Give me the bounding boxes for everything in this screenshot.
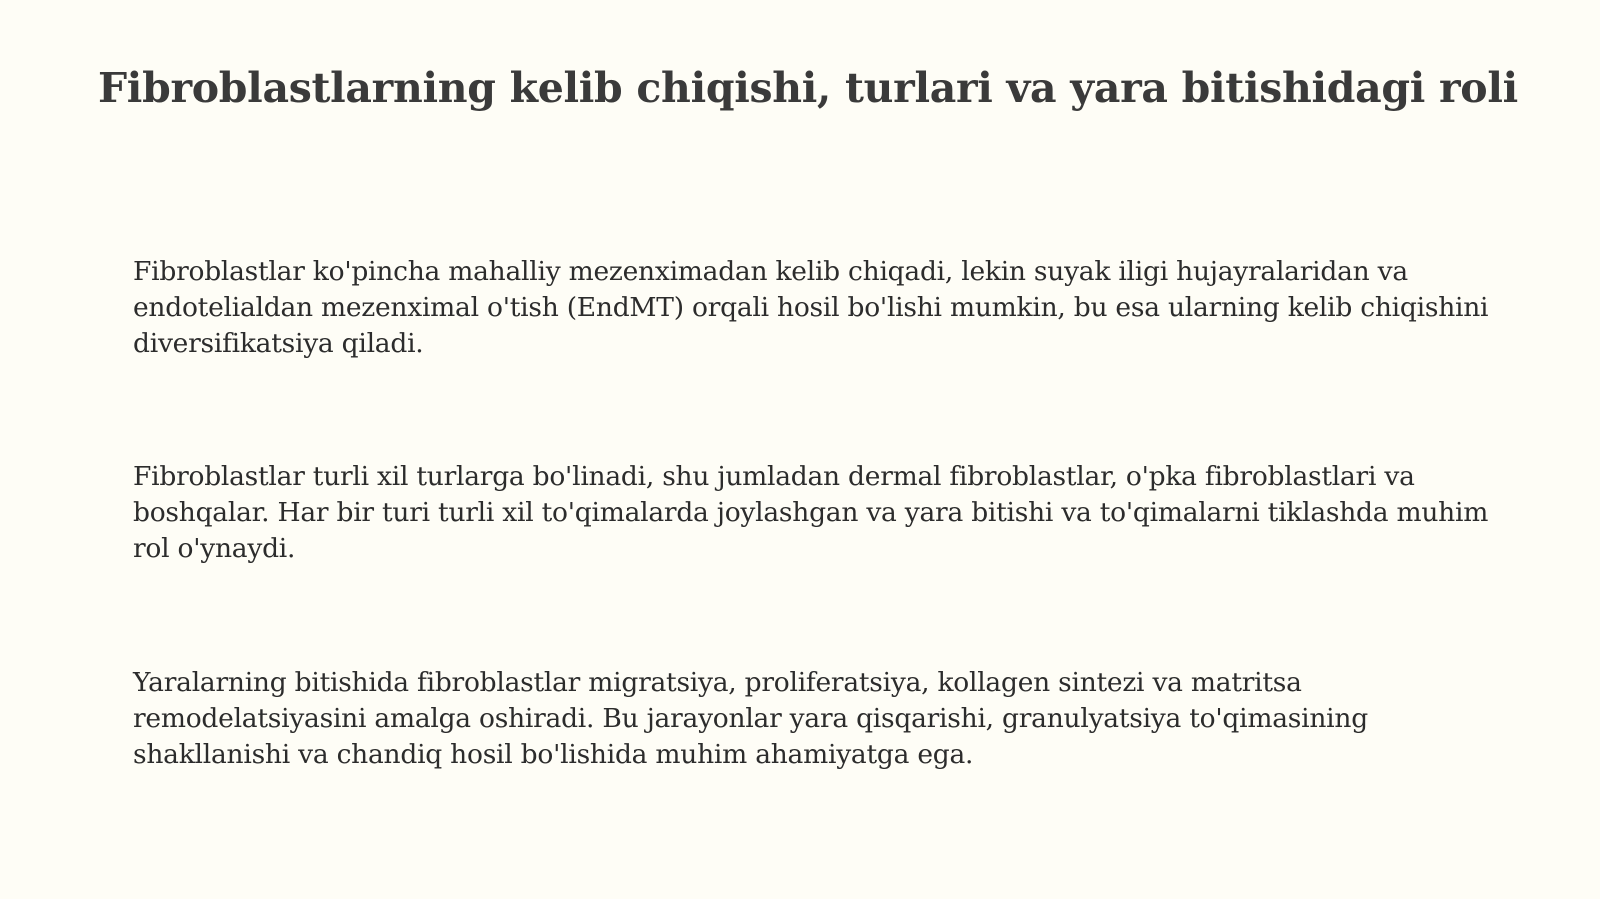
slide-title: Fibroblastlarning kelib chiqishi, turlari va yara bitishidagi roli (98, 64, 1518, 112)
paragraph-wound-healing: Yaralarning bitishida fibroblastlar migratsiya, proliferatsiya, kollagen sintezi va matritsa remodelatsiyasini amalga oshiradi. Bu jarayonlar yara qisqarishi, granulyatsiya to'qimasining shakllanishi va chandiq hosil bo'lishida muhim ahamiyatga ega. (133, 667, 1368, 770)
paragraph-origin: Fibroblastlar ko'pincha mahalliy mezenximadan kelib chiqadi, lekin suyak iligi hujayralaridan va endotelialdan mezenximal o'tish (EndMT) orqali hosil bo'lishi mumkin, bu esa ularning kelib chiqishini diversifikatsiya qiladi. (133, 256, 1489, 359)
paragraph-types: Fibroblastlar turli xil turlarga bo'linadi, shu jumladan dermal fibroblastlar, o'pka fibroblastlari va boshqalar. Har bir turi turli xil to'qimalarda joylashgan va yara bitishi va to'qimalarni tiklashda muhim rol o'ynaydi. (133, 461, 1489, 564)
